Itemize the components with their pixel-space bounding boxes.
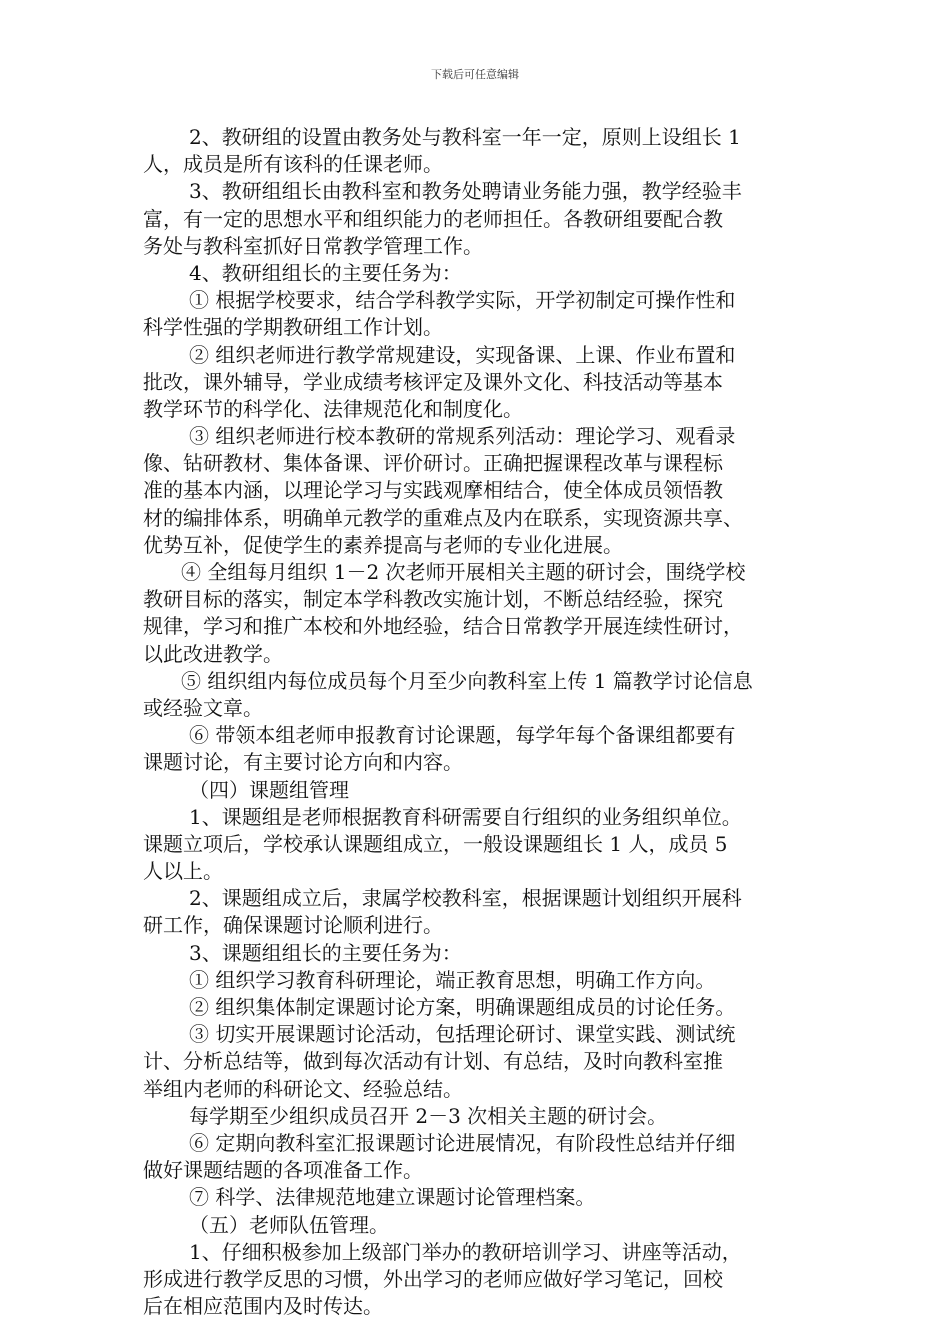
text-line: （四）课题组管理 <box>189 777 349 802</box>
text-line: ⑥ 定期向教科室汇报课题讨论进展情况，有阶段性总结并仔细 <box>189 1130 736 1155</box>
text-line: 像、钻研教材、集体备课、评价研讨。正确把握课程改革与课程标 <box>143 451 723 476</box>
text-line: 后在相应范围内及时传达。 <box>143 1294 383 1319</box>
text-line: ① 组织学习教育科研理论，端正教育思想，明确工作方向。 <box>189 967 716 992</box>
text-line: （五）老师队伍管理。 <box>189 1212 389 1237</box>
text-line: 研工作，确保课题讨论顺利进行。 <box>143 913 443 938</box>
text-line: 做好课题结题的各项准备工作。 <box>143 1158 423 1183</box>
text-line: 优势互补，促使学生的素养提高与老师的专业化进展。 <box>143 532 623 557</box>
text-line: 课题讨论，有主要讨论方向和内容。 <box>143 750 463 775</box>
text-line: ③ 组织老师进行校本教研的常规系列活动：理论学习、观看录 <box>189 424 736 449</box>
text-line: 每学期至少组织成员召开 2－3 次相关主题的研讨会。 <box>189 1103 668 1128</box>
document-body <box>143 124 807 1320</box>
text-line: ⑦ 科学、法律规范地建立课题讨论管理档案。 <box>189 1185 596 1210</box>
text-line: ⑤ 组织组内每位成员每个月至少向教科室上传 1 篇教学讨论信息 <box>181 668 753 693</box>
text-line: 规律，学习和推广本校和外地经验，结合日常教学开展连续性研讨， <box>143 614 743 639</box>
text-line: 2、教研组的设置由教务处与教科室一年一定，原则上设组长 1 <box>189 125 741 149</box>
text-line: 人以上。 <box>143 859 223 884</box>
text-line: 举组内老师的科研论文、经验总结。 <box>143 1076 463 1101</box>
text-line: 教学环节的科学化、法律规范化和制度化。 <box>143 396 523 421</box>
text-line: ① 根据学校要求，结合学科教学实际，开学初制定可操作性和 <box>189 288 736 313</box>
text-line: ② 组织老师进行教学常规建设，实现备课、上课、作业布置和 <box>189 342 736 367</box>
text-line: ④ 全组每月组织 1－2 次老师开展相关主题的研讨会，围绕学校 <box>181 560 746 584</box>
text-line: ③ 切实开展课题讨论活动，包括理论研讨、课堂实践、测试统 <box>189 1022 736 1047</box>
text-line: 批改，课外辅导，学业成绩考核评定及课外文化、科技活动等基本 <box>143 369 723 394</box>
text-line: 科学性强的学期教研组工作计划。 <box>143 315 443 340</box>
text-line: 教研目标的落实，制定本学科教改实施计划，不断总结经验，探究 <box>143 587 723 612</box>
text-line: 人，成员是所有该科的任课老师。 <box>143 152 443 177</box>
text-line: 或经验文章。 <box>143 695 263 720</box>
text-line: 3、教研组组长由教科室和教务处聘请业务能力强，教学经验丰 <box>189 179 742 204</box>
text-line: 3、课题组组长的主要任务为： <box>189 940 462 965</box>
text-line: 1、课题组是老师根据教育科研需要自行组织的业务组织单位。 <box>189 804 742 829</box>
text-line: 务处与教科室抓好日常教学管理工作。 <box>143 233 483 258</box>
text-line: 形成进行教学反思的习惯，外出学习的老师应做好学习笔记，回校 <box>143 1266 723 1291</box>
text-line: 材的编排体系，明确单元教学的重难点及内在联系，实现资源共享、 <box>143 505 743 530</box>
text-line: 4、教研组组长的主要任务为： <box>189 260 462 285</box>
text-line: 1、仔细积极参加上级部门举办的教研培训学习、讲座等活动， <box>189 1239 742 1264</box>
text-line: 2、课题组成立后，隶属学校教科室，根据课题计划组织开展科 <box>189 886 742 911</box>
text-line: 课题立项后，学校承认课题组成立，一般设课题组长 1 人，成员 5 <box>143 831 728 856</box>
text-line: 以此改进教学。 <box>143 641 283 666</box>
text-line: 富，有一定的思想水平和组织能力的老师担任。各教研组要配合教 <box>143 206 723 231</box>
text-line: ② 组织集体制定课题讨论方案，明确课题组成员的讨论任务。 <box>189 995 736 1019</box>
text-line: 准的基本内涵，以理论学习与实践观摩相结合，使全体成员领悟教 <box>143 478 723 503</box>
text-line: ⑥ 带领本组老师申报教育讨论课题，每学年每个备课组都要有 <box>189 723 736 748</box>
text-line: 计、分析总结等，做到每次活动有计划、有总结，及时向教科室推 <box>143 1049 723 1074</box>
header-note: 下载后可任意编辑 <box>431 68 519 81</box>
